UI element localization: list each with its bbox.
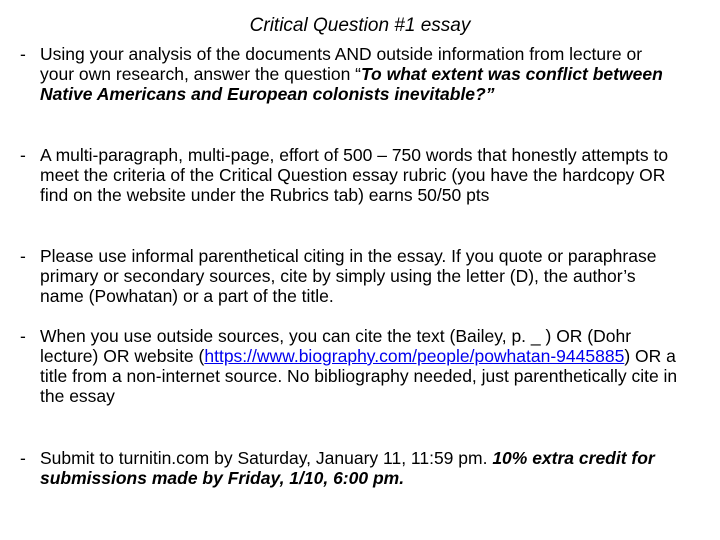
bullet-text: [40, 326, 680, 406]
bullet-dash: -: [20, 145, 26, 165]
bullet-dash: -: [20, 44, 26, 64]
bullet-dash: -: [20, 448, 26, 468]
bullet-dash: -: [20, 326, 26, 346]
biography-link[interactable]: https://www.biography.com/people/powhatan-9445885: [204, 346, 625, 366]
bullet-text-plain: When you use outside sources, you can cite the text (Bailey, p. _ ) OR (Dohr lecture) OR website (: [40, 326, 632, 366]
extra-credit-note: 10% extra credit for submissions made by Friday, 1/10, 6:00 pm.: [40, 448, 655, 488]
bullet-item-citing: [20, 246, 680, 306]
bullet-text: Please use informal parenthetical citing in the essay. If you quote or paraphrase primary or secondary sources, cite by simply using the letter (D), the author’s name (Powhatan) or a part of the title.: [40, 246, 657, 306]
bullet-item-submit: [20, 448, 680, 488]
bullet-text-plain: Submit to turnitin.com by Saturday, January 11, 11:59 pm.: [40, 448, 493, 468]
slide-title: Critical Question #1 essay: [249, 15, 471, 36]
bullet-text-plain: ) OR a title from a non-internet source. No bibliography needed, just parenthetically cite in the essay: [40, 346, 678, 406]
bullet-text: A multi-paragraph, multi-page, effort of 500 – 750 words that honestly attempts to meet the criteria of the Critical Question essay rubric (you have the hardcopy OR find on the website under the Rubrics tab) earns 50/50 pts: [40, 145, 669, 205]
bullet-text: [40, 44, 680, 104]
bullet-item-outside-sources: [20, 326, 680, 406]
bullet-dash: -: [20, 246, 26, 266]
essay-question: To what extent was conflict between Native Americans and European colonists inevitable?”: [40, 64, 663, 104]
bullet-item-question: [20, 44, 680, 104]
bullet-text: [40, 448, 680, 488]
bullet-item-length: [20, 145, 680, 205]
bullet-text-plain: Using your analysis of the documents AND outside information from lecture or your own research, answer the question “: [40, 44, 643, 84]
